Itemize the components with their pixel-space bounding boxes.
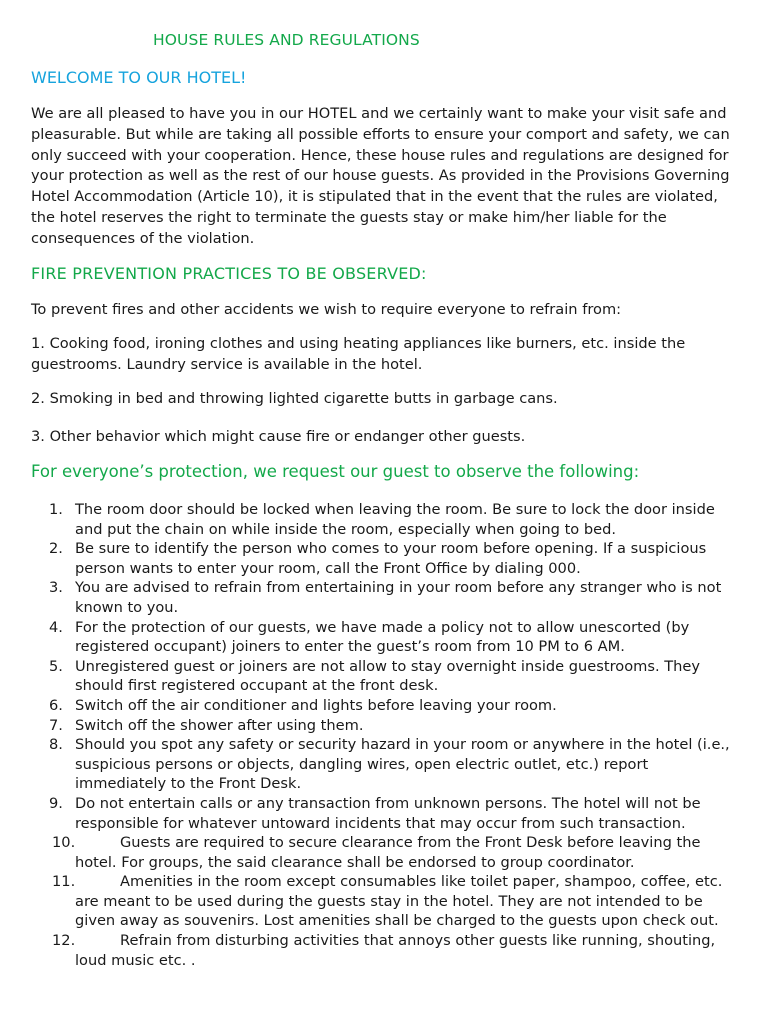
intro-paragraph: We are all pleased to have you in our HOTEL and we certainly want to make your visit safe and pleasurable. But while are taking all possible efforts to ensure your comport and safety, we can only succeed with your cooperation. Hence, these house rules and regulations are designed for your protection as well as the rest of our house guests. As provided in the Provisions Governing Hotel Accommodation (Article 10), it is stipulated that in the event that the rules are violated, the hotel reserves the right to terminate the guests stay or make him/her liable for the consequences of the violation. [31,105,730,247]
rule-item [0,716,737,736]
rule-item [0,657,737,696]
fire-item: 2. Smoking in bed and throwing lighted cigarette butts in garbage cans. [31,390,558,407]
rule-text: Switch off the air conditioner and lights before leaving your room. [75,696,557,714]
rule-text: The room door should be locked when leaving the room. Be sure to lock the door inside and put the chain on while inside the room, especially when going to bed. [75,501,715,538]
rule-item [0,833,737,872]
rule-number: 12. [52,932,76,950]
rules-list [0,500,768,970]
rule-number: 8. [49,736,63,754]
rule-item [0,696,737,716]
rule-number: 9. [49,794,63,812]
fire-item: 3. Other behavior which might cause fire or endanger other guests. [31,428,526,445]
rule-text: Unregistered guest or joiners are not allow to stay overnight inside guestrooms. They should first registered occupant at the front desk. [75,657,701,695]
rule-item [0,500,737,539]
rule-item [0,539,737,578]
rule-item [0,794,737,833]
rule-number: 5. [49,657,63,675]
rule-text: You are advised to refrain from entertaining in your room before any stranger who is not known to you. [75,579,722,616]
rule-number: 11. [52,873,76,891]
rule-text: Switch off the shower after using them. [75,716,364,734]
rule-item [0,735,737,794]
rule-text: Amenities in the room except consumables like toilet paper, shampoo, coffee, etc. are meant to be used during the guests stay in the hotel. They are not intended to be given away as souvenirs. Lost amenities shall be charged to the guests upon check out. [75,873,723,930]
rule-number: 4. [49,618,63,636]
fire-prevention-heading: FIRE PREVENTION PRACTICES TO BE OBSERVED: [31,264,427,283]
rule-number: 2. [49,540,63,558]
welcome-heading: WELCOME TO OUR HOTEL! [31,68,247,87]
rule-item [0,872,737,931]
protection-heading: For everyone’s protection, we request our guest to observe the following: [31,462,640,481]
document-title: HOUSE RULES AND REGULATIONS [153,31,420,49]
rule-text: Be sure to identify the person who comes to your room before opening. If a suspicious person wants to enter your room, call the Front Office by dialing 000. [75,540,707,577]
rule-number: 6. [49,696,63,714]
fire-intro-text: To prevent fires and other accidents we wish to require everyone to refrain from: [31,301,622,318]
rule-text: Refrain from disturbing activities that annoys other guests like running, shouting, loud music etc. . [75,932,716,969]
rule-item [0,578,737,617]
fire-item: 1. Cooking food, ironing clothes and using heating appliances like burners, etc. inside the guestrooms. Laundry service is available in the hotel. [31,335,686,373]
rule-item [0,618,737,657]
rule-item [0,931,737,970]
rule-number: 10. [52,834,76,852]
rule-text: Guests are required to secure clearance from the Front Desk before leaving the hotel. For groups, the said clearance shall be endorsed to group coordinator. [75,834,701,871]
rule-number: 7. [49,716,63,734]
rule-text: Do not entertain calls or any transaction from unknown persons. The hotel will not be responsible for whatever untoward incidents that may occur from such transaction. [75,794,701,832]
rule-text: For the protection of our guests, we have made a policy not to allow unescorted (by registered occupant) joiners to enter the guest’s room from 10 PM to 6 AM. [75,618,690,656]
rule-number: 3. [49,579,63,597]
rule-number: 1. [49,501,63,518]
rule-text: Should you spot any safety or security hazard in your room or anywhere in the hotel (i.e., suspicious persons or objects, dangling wires, open electric outlet, etc.) report immediately to the Front Desk. [75,736,730,793]
